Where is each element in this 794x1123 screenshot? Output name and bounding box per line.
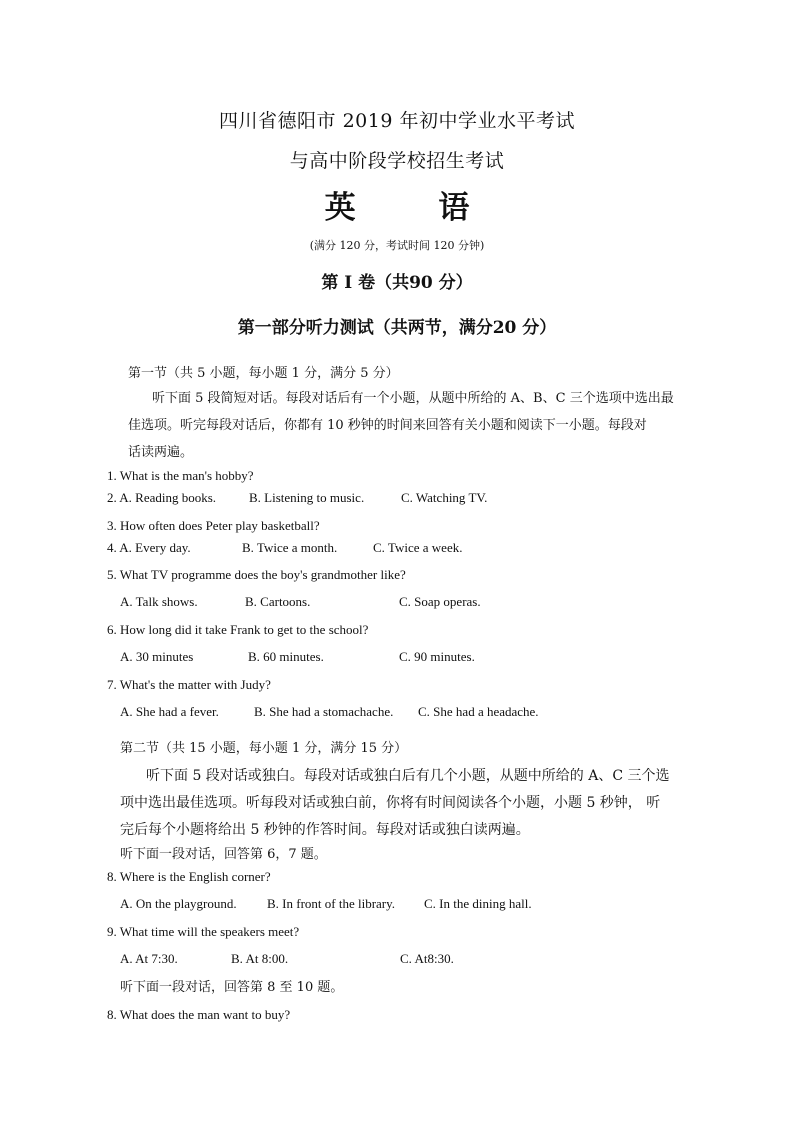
score-time-note: (满分 120 分，考试时间 120 分钟) bbox=[309, 239, 485, 252]
exam-title-line2: 与高中阶段学校招生考试 bbox=[289, 150, 505, 172]
exam-title-line1: 四川省德阳市 2019 年初中学业水平考试 bbox=[219, 110, 575, 132]
question-6: 6. How long did it take Frank to get to the school? bbox=[107, 622, 369, 637]
section2-instruction-line1: 听下面 5 段对话或独白。每段对话或独白后有几个小题，从题中所给的 A、C 三个选 bbox=[146, 768, 670, 784]
question-4-option-b: B. Twice a month. bbox=[242, 540, 338, 555]
question-7: 7. What's the matter with Judy? bbox=[107, 677, 271, 692]
subject-title: 英 语 bbox=[324, 190, 506, 226]
question-6-option-b: B. 60 minutes. bbox=[248, 649, 324, 664]
group-instruction-8-10: 听下面一段对话，回答第 8 至 10 题。 bbox=[120, 980, 344, 995]
question-5: 5. What TV programme does the boy's grandmother like? bbox=[107, 567, 406, 582]
question-7-option-a: A. She had a fever. bbox=[120, 704, 219, 719]
question-4-option-c: C. Twice a week. bbox=[373, 540, 463, 555]
question-8-option-a: A. On the playground. bbox=[120, 896, 237, 911]
question-6-option-c: C. 90 minutes. bbox=[399, 649, 475, 664]
question-4-option-a: 4. A. Every day. bbox=[107, 540, 191, 555]
question-2-option-a: 2. A. Reading books. bbox=[107, 490, 217, 505]
section1-instruction-line2: 佳选项。听完每段对话后，你都有 10 秒钟的时间来回答有关小题和阅读下一小题。每段对 bbox=[128, 418, 647, 433]
question-5-option-c: C. Soap operas. bbox=[399, 594, 481, 609]
section2-instruction-line3: 完后每个小题将给出 5 秒钟的作答时间。每段对话或独白读两遍。 bbox=[120, 822, 530, 838]
question-6-option-a: A. 30 minutes bbox=[120, 649, 194, 664]
question-9: 9. What time will the speakers meet? bbox=[107, 924, 300, 939]
section1-instruction-line3: 话读两遍。 bbox=[128, 445, 194, 460]
part-heading: 第一部分听力测试（共两节，满分20 分） bbox=[237, 318, 557, 338]
question-2-option-b: B. Listening to music. bbox=[249, 490, 365, 505]
section2-heading: 第二节（共 15 小题，每小题 1 分，满分 15 分） bbox=[120, 741, 408, 756]
question-5-option-a: A. Talk shows. bbox=[120, 594, 198, 609]
question-9-option-a: A. At 7:30. bbox=[120, 951, 178, 966]
question-2-option-c: C. Watching TV. bbox=[401, 490, 488, 505]
question-7-option-c: C. She had a headache. bbox=[418, 704, 539, 719]
question-7-option-b: B. She had a stomachache. bbox=[254, 704, 394, 719]
section1-heading: 第一节（共 5 小题，每小题 1 分，满分 5 分） bbox=[128, 366, 399, 381]
question-9-option-b: B. At 8:00. bbox=[231, 951, 289, 966]
question-1: 1. What is the man's hobby? bbox=[107, 468, 254, 483]
group-instruction-6-7: 听下面一段对话，回答第 6，7 题。 bbox=[120, 847, 327, 862]
question-8-option-c: C. In the dining hall. bbox=[424, 896, 532, 911]
question-8: 8. Where is the English corner? bbox=[107, 869, 271, 884]
question-5-option-b: B. Cartoons. bbox=[245, 594, 311, 609]
section1-instruction-line1: 听下面 5 段简短对话。每段对话后有一个小题，从题中所给的 A、B、C 三个选项中选出最 bbox=[152, 391, 674, 406]
question-10: 8. What does the man want to buy? bbox=[107, 1007, 291, 1022]
question-3: 3. How often does Peter play basketball? bbox=[107, 518, 320, 533]
question-8-option-b: B. In front of the library. bbox=[267, 896, 396, 911]
volume-heading: 第 I 卷（共90 分） bbox=[321, 273, 473, 293]
section2-instruction-line2: 项中选出最佳选项。听每段对话或独白前，你将有时间阅读各个小题，小题 5 秒钟， 听 bbox=[120, 795, 661, 811]
question-9-option-c: C. At8:30. bbox=[400, 951, 454, 966]
